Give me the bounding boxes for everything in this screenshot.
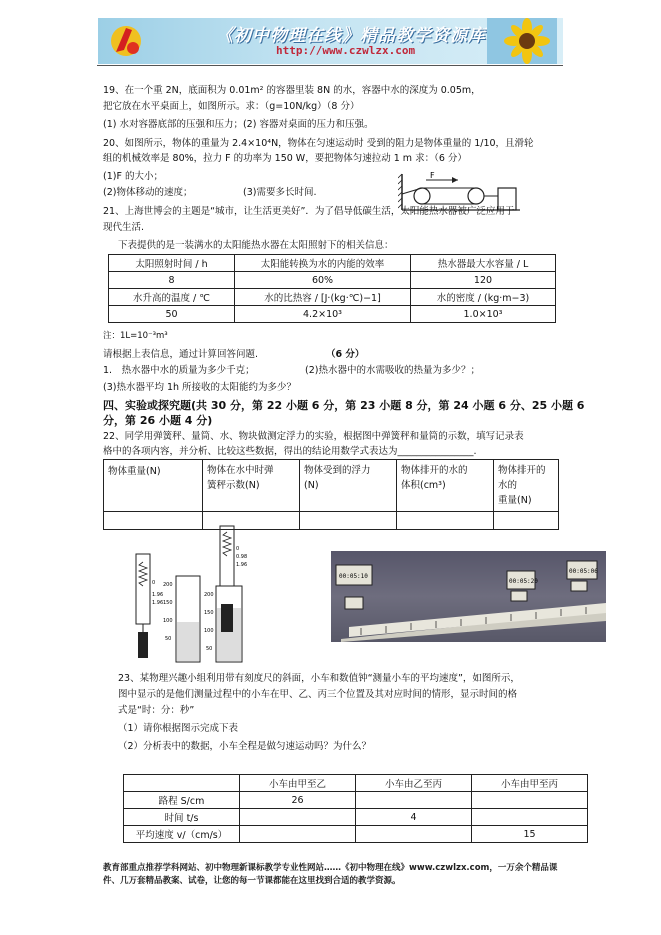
table-cell: 4.2×10³ — [235, 306, 411, 323]
table-cell: 50 — [109, 306, 235, 323]
q23-sub1: （1）请你根据图示完成下表 — [118, 723, 239, 734]
banner-url[interactable]: http://www.czwlzx.com — [276, 44, 416, 57]
answer-cell[interactable] — [472, 792, 588, 809]
header-cell: 物体排开的水的 重量(N) — [494, 460, 559, 512]
cylinder-tick: 50 — [165, 636, 172, 642]
scale-tick: 0 — [236, 546, 240, 552]
table-cell — [124, 775, 240, 792]
table-cell: 1.0×10³ — [411, 306, 556, 323]
site-logo-icon — [106, 22, 146, 60]
table-cell: 26 — [240, 792, 356, 809]
incline-scene — [331, 551, 606, 642]
q20-line3: (1)F 的大小； — [103, 171, 163, 182]
q20-line2: 组的机械效率是 80%，拉力 F 的功率为 150 W，要把物体匀速拉动 1 m 求：（6 分） — [103, 153, 467, 164]
table-cell: 热水器最大水容量 / L — [411, 255, 556, 272]
header-rule — [97, 65, 563, 66]
section4-line2: 分，第 26 小题 4 分) — [103, 414, 213, 427]
q19-line3: (1) 水对容器底部的压强和压力；(2) 容器对桌面的压力和压强。 — [103, 119, 374, 130]
q21-line1: 21、上海世博会的主题是“城市，让生活更美好”．为了倡导低碳生活，太阳能热水器被广泛应用于 — [103, 206, 515, 217]
clock-display: 00:05:20 — [509, 578, 538, 585]
scale-tick: 1.96 — [152, 592, 164, 598]
q23-line3: 式是“时：分：秒” — [118, 705, 195, 716]
spring-scale-figure — [128, 524, 268, 664]
q20-line1: 20、如图所示，物体的重量为 2.4×10⁴N，物体在匀速运动时 受到的阻力是物体重量的 1/10，且滑轮 — [103, 138, 534, 149]
cylinder-tick: 200 — [163, 582, 173, 588]
answer-cell[interactable] — [356, 792, 472, 809]
table-cell: 15 — [472, 826, 588, 843]
answer-cell[interactable] — [494, 512, 559, 530]
cylinder-tick: 50 — [206, 646, 213, 652]
answer-cell[interactable] — [300, 512, 397, 530]
q19-line1: 19、在一个重 2N，底面积为 0.01m² 的容器里装 8N 的水，容器中水的深度为 0.05m， — [103, 85, 481, 96]
table-cell: 小车由甲至丙 — [472, 775, 588, 792]
cylinder-tick: 100 — [163, 618, 173, 624]
buoyancy-record-table — [103, 459, 559, 530]
header-cell: 物体在水中时弹 簧秤示数(N) — [203, 460, 300, 512]
answer-cell[interactable] — [472, 809, 588, 826]
table-cell: 时间 t/s — [124, 809, 240, 826]
q21-note: 注：1L=10⁻³m³ — [103, 331, 168, 341]
scale-tick: 1.96 — [236, 562, 248, 568]
q21-sub1: 1. 热水器中水的质量为多少千克； — [103, 365, 255, 376]
cylinder-tick: 100 — [204, 628, 214, 634]
q21-line2: 现代生活. — [103, 222, 145, 233]
speed-table — [123, 774, 588, 843]
q20-line4a: (2)物体移动的速度； — [103, 187, 193, 198]
site-banner — [98, 18, 563, 64]
q21-line3: 下表提供的是一装满水的太阳能热水器在太阳照射下的相关信息： — [118, 240, 394, 251]
banner-title: 《初中物理在线》精品教学资源库 — [216, 26, 486, 46]
answer-cell[interactable] — [240, 809, 356, 826]
table-cell: 120 — [411, 272, 556, 289]
table-cell: 小车由乙至丙 — [356, 775, 472, 792]
q21-ask: 请根据上表信息，通过计算回答问题. — [103, 349, 259, 360]
q19-line2: 把它放在水平桌面上，如图所示。求：（g=10N/kg）（8 分） — [103, 101, 360, 112]
answer-cell[interactable] — [240, 826, 356, 843]
q23-line1: 23、某物理兴趣小组利用带有刻度尺的斜面，小车和数值钟“测量小车的平均速度”，如图所示， — [118, 673, 520, 684]
section4-line1: 四、实验或探究题(共 30 分，第 22 小题 6 分，第 23 小题 8 分，第 24 小题 6 分、25 小题 6 — [103, 399, 585, 412]
table-cell: 60% — [235, 272, 411, 289]
incline-photo — [331, 551, 606, 642]
header-cell: 物体重量(N) — [104, 460, 203, 512]
header-cell: 物体受到的浮力 (N) — [300, 460, 397, 512]
table-cell: 水的密度 / (kg·m−3) — [411, 289, 556, 306]
force-label: F — [430, 171, 435, 180]
clock-display: 00:05:06 — [569, 568, 598, 575]
table-cell: 平均速度 v/（cm/s） — [124, 826, 240, 843]
table-cell: 水升高的温度 / ℃ — [109, 289, 235, 306]
table-cell: 8 — [109, 272, 235, 289]
table-cell: 路程 S/cm — [124, 792, 240, 809]
table-cell: 水的比热容 / [J·(kg·℃)−1] — [235, 289, 411, 306]
scale-tick: 1.96 — [152, 600, 164, 606]
table-cell: 太阳能转换为水的内能的效率 — [235, 255, 411, 272]
q23-line2: 图中显示的是他们测量过程中的小车在甲、乙、丙三个位置及其对应时间的情形，显示时间的格 — [118, 689, 518, 700]
q23-sub2: （2）分析表中的数据，小车全程是做匀速运动吗？为什么？ — [118, 741, 372, 752]
scale-tick: 0.98 — [236, 554, 248, 560]
solar-heater-table — [108, 254, 556, 323]
scale-tick: 0 — [152, 580, 156, 586]
page-footer: 教育部重点推荐学科网站、初中物理新课标教学专业性网站……《初中物理在线》www.czwlzx.com，一万余个精品课件、几万套精品教案、试卷，让您的每一节课都能在这里找到合适的教学资源。 — [103, 863, 558, 886]
q22-line2: 格中的各项内容，并分析、比较这些数据，得出的结论用数学式表达为________________. — [103, 446, 477, 457]
q21-score: （6 分） — [326, 349, 365, 360]
sunflower-icon — [487, 18, 557, 64]
q21-sub2: (2)热水器中的水需吸收的热量为多少？； — [305, 365, 480, 376]
q22-line1: 22、同学用弹簧秤、量筒、水、物块做测定浮力的实验，根据图中弹簧秤和量筒的示数，填写记录表 — [103, 431, 524, 442]
table-cell: 4 — [356, 809, 472, 826]
table-cell: 小车由甲至乙 — [240, 775, 356, 792]
q21-sub3: (3)热水器平均 1h 所接收的太阳能约为多少？ — [103, 382, 297, 393]
clock-display: 00:05:10 — [339, 573, 368, 580]
answer-cell[interactable] — [356, 826, 472, 843]
cylinder-tick: 150 — [163, 600, 173, 606]
q20-line4b: (3)需要多长时间. — [243, 187, 317, 198]
cylinder-tick: 150 — [204, 610, 214, 616]
table-cell: 太阳照射时间 / h — [109, 255, 235, 272]
header-cell: 物体排开的水的 体积(cm³) — [397, 460, 494, 512]
cylinder-tick: 200 — [204, 592, 214, 598]
answer-cell[interactable] — [397, 512, 494, 530]
